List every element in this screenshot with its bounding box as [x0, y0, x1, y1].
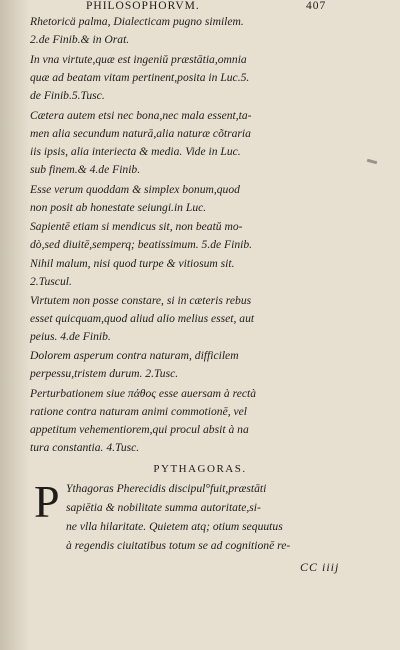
text-line: de Finib.5.Tusc. [30, 89, 105, 102]
text-line: ratione contra naturam animi commotionē, vel [30, 405, 248, 418]
text-line: In vna virtute,quæ est ingeniŭ præstātia,omnia [30, 53, 247, 66]
text-line: à regendis ciuitatibus totum se ad cognitionē re- [66, 539, 291, 552]
text-line: ne vlla hilaritate. Quietem atq; otium sequutus [66, 520, 283, 533]
section-heading: PYTHAGORAS. [153, 463, 247, 475]
text-line: appetitum vehementiorem,qui procul absit à na [30, 423, 249, 436]
text-line: Rhetoricä palma, Dialecticam pugno similem. [30, 15, 244, 28]
text-line: 2.de Finib.& in Orat. [30, 33, 130, 46]
text-line: Perturbationem siue πάθος esse auersam à rectà [30, 387, 257, 400]
text-line: sapiētia & nobilitate summa autoritate,si- [66, 501, 261, 514]
text-line: dò,sed diuitē,semperq; beatissimum. 5.de Finib. [30, 238, 253, 251]
text-line: esset quicquam,quod aliud alio melius esset, aut [30, 312, 255, 325]
text-line: Cætera autem etsi nec bona,nec mala essent,ta- [30, 109, 252, 122]
text-line: Virtutem non posse constare, si in cæteris rebus [30, 294, 252, 307]
signature-mark: CC iiij [300, 560, 340, 574]
text-line: men alia secundum naturā,alia naturæ cõtraria [30, 127, 251, 140]
text-line: sub finem.& 4.de Finib. [30, 163, 141, 176]
text-line: non posit ab honestate seiungi.in Luc. [30, 201, 207, 214]
page-number: 407 [306, 0, 327, 12]
text-line: Nihil malum, nisi quod turpe & vitiosum sit. [30, 257, 235, 270]
running-title: PHILOSOPHORVM. [86, 0, 200, 12]
text-line: Ythagoras Pherecidis discipul°fuit,præstāti [66, 482, 267, 495]
page-blemish [367, 159, 377, 164]
text-line: Sapientē etiam si mendicus sit, non beatŭ mo- [30, 220, 243, 233]
text-line: 2.Tuscul. [30, 275, 72, 288]
text-line: peius. 4.de Finib. [30, 330, 111, 343]
text-line: Esse verum quoddam & simplex bonum,quod [30, 183, 240, 196]
text-line: iis ipsis, alia interiecta & media. Vide in Luc. [30, 145, 241, 158]
text-line: tura constantia. 4.Tusc. [30, 441, 140, 454]
drop-cap: P [34, 476, 60, 527]
text-line: quæ ad beatam vitam pertinent,posita in Luc.5. [30, 71, 250, 84]
text-line: perpessu,tristem durum. 2.Tusc. [30, 367, 179, 380]
text-line: Dolorem asperum contra naturam, difficilem [30, 349, 239, 362]
